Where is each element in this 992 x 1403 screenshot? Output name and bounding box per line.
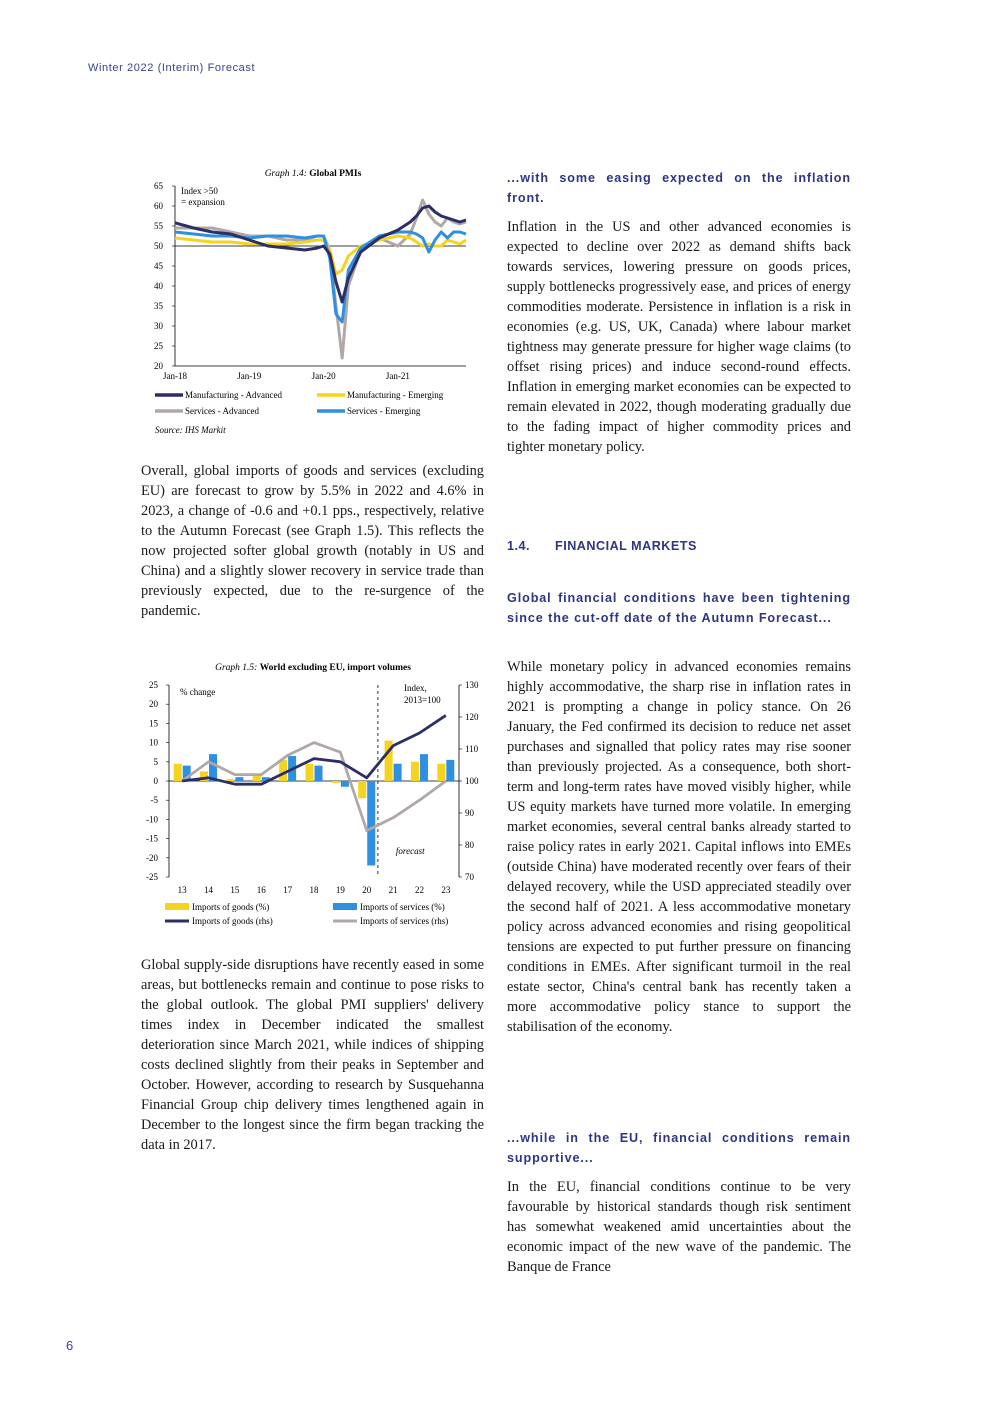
right-paragraph-2: While monetary policy in advanced economies remains highly accommodative, the sharp rise in inflation rates in 2021 is prompting a change in policy stance. On 26 January, the Fed confirmed its decision to reduce net asset purchases and signalled that policy rates may rise sooner than previously projected. As a consequence, both short-term and long-term rates have moved visibly higher, while US equity markets have turned more volatile. In emerging market economies, several central banks already started to raise policy rates in early 2021. Capital inflows into EMEs (outside China) have moderated recently over fears of their delayed recovery, while the USD appreciated steadily over the second half of 2021. A less accommodative monetary policy across advanced economies and rising geopolitical tensions are expected to put further pressure on financing conditions in EMEs. After significant turmoil in the real estate sector, China's central bank has recently taken a more accommodative policy stance to support the stabilisation of the economy. (507, 659, 851, 1035)
graph-1-5-x-tick: 15 (230, 885, 240, 895)
graph-1-5-left-tick: -10 (146, 814, 158, 825)
graph-1-5-right-tick: 70 (465, 872, 474, 882)
graph-1-5-bar-goods (253, 775, 261, 781)
graph-1-5-bar-goods (437, 764, 445, 781)
left-paragraph-1: Overall, global imports of goods and services (excluding EU) are forecast to grow by 5.5% in 2022 and 4.6% in 2023, a change of -0.6 and +0.1 pps., respectively, relative to the Autumn Forecast (see Graph 1.5). This reflects the now projected softer global growth (notably in US and China) and a slightly slower recovery in service trade than previously expected, due to the re-surgence of the pandemic. (141, 463, 484, 619)
graph-1-4-y-tick: 25 (154, 341, 163, 351)
graph-1-5-x-tick: 23 (441, 885, 451, 895)
graph-1-5-bar-services (446, 760, 454, 781)
graph-1-4-x-tick: Jan-21 (385, 371, 410, 381)
graph-1-5-right-tick: 110 (465, 744, 479, 754)
graph-1-4-legend-label: Manufacturing - Emerging (347, 390, 444, 400)
graph-1-5-legend-label: Imports of goods (rhs) (192, 916, 273, 926)
graph-1-5-left-tick: 15 (149, 718, 158, 729)
graph-1-5-bar-goods (279, 760, 287, 781)
graph-1-5-right-tick: 130 (465, 680, 479, 690)
graph-1-5-left-tick: -25 (146, 872, 158, 882)
graph-1-5-left-tick: -15 (146, 833, 158, 844)
graph-1-5-x-tick: 13 (177, 885, 187, 895)
graph-1-5-legend-swatch (165, 903, 189, 910)
graph-1-4-y-tick: 35 (154, 301, 163, 311)
lead-inflation: ...with some easing expected on the inflation front. (507, 171, 851, 205)
graph-1-5-line-goods (182, 715, 446, 784)
graph-1-5-legend-label: Imports of services (rhs) (360, 916, 449, 926)
graph-1-5-left-tick: 25 (149, 680, 158, 690)
graph-1-5-right-tick: 90 (465, 808, 474, 818)
graph-1-5-x-tick: 19 (335, 885, 345, 895)
graph-1-5-right-axis-label: 2013=100 (404, 695, 441, 705)
lead-eu-financial: ...while in the EU, financial conditions remain supportive... (507, 1131, 851, 1165)
graph-1-4-y-tick: 20 (154, 361, 163, 371)
graph-1-4-x-tick: Jan-18 (163, 371, 187, 381)
graph-1-4-series-manufacturing-advanced (175, 206, 466, 302)
lead-global-financial: Global financial conditions have been tightening since the cut-off date of the Autumn Forecast... (507, 591, 851, 625)
graph-1-5-x-tick: 14 (204, 885, 214, 895)
graph-1-5-forecast-label: forecast (395, 846, 425, 856)
graph-1-5-bar-services (394, 764, 402, 781)
graph-1-5-left-tick: 5 (153, 756, 158, 767)
graph-1-5-x-tick: 16 (256, 885, 266, 895)
graph-1-5-bar-goods (174, 764, 182, 781)
graph-1-4-series-services-advanced (175, 200, 466, 358)
graph-1-5-legend-label: Imports of goods (%) (192, 902, 270, 912)
graph-1-5-right-axis-label: Index, (404, 683, 427, 693)
graph-1-4-series-manufacturing-emerging (175, 236, 466, 274)
graph-1-4-x-tick: Jan-19 (237, 371, 262, 381)
section-title: FINANCIAL MARKETS (555, 539, 697, 553)
graph-1-5-left-tick: 10 (149, 737, 158, 748)
graph-1-5-x-tick: 17 (283, 885, 293, 895)
graph-1-5-bar-goods (411, 762, 419, 781)
right-paragraph-3: In the EU, financial conditions continue to be very favourable by historical standards though risk sentiment has somewhat weakened amid uncertainties about the economic impact of the new wave of the pandemic. The Banque de France (507, 1179, 851, 1275)
graph-1-5-right-tick: 120 (465, 712, 479, 722)
graph-1-4-y-tick: 65 (154, 181, 163, 191)
graph-1-5-left-tick: 20 (149, 699, 158, 710)
running-header: Winter 2022 (Interim) Forecast (88, 62, 256, 74)
graph-1-5-left-axis-label: % change (180, 687, 216, 697)
graph-1-5-bar-goods (332, 781, 340, 783)
graph-1-5-bar-services (367, 781, 375, 865)
graph-1-4-y-tick: 60 (154, 201, 163, 211)
right-paragraph-1: Inflation in the US and other advanced economies is expected to decline over 2022 as demand shifts back towards services, lowering pressure on goods prices, supply bottlenecks progressively ease, and prices of energy commodities moderate. Persistence in inflation is a risk in economies (e.g. US, UK, Canada) where labour market tightness may generate pressure for higher wage claims (to offset rising prices) and induce second-round effects. Inflation in emerging market economies can be expected to remain elevated in 2022, though moderating gradually due to the fading impact of higher commodity prices and tighter monetary policy. (507, 219, 851, 455)
graph-1-5-caption: Graph 1.5: World excluding EU, import volumes (215, 663, 411, 673)
graph-1-4-source: Source: IHS Markit (155, 425, 226, 435)
graph-1-4-legend-label: Services - Advanced (185, 406, 259, 416)
graph-1-4-legend-label: Services - Emerging (347, 406, 421, 416)
graph-1-4-caption: Graph 1.4: Global PMIs (264, 169, 362, 179)
graph-1-5-bar-goods (306, 764, 314, 781)
graph-1-5-legend-swatch (333, 903, 357, 910)
graph-1-5-bar-services (235, 777, 243, 781)
graph-1-5-x-tick: 20 (362, 885, 372, 895)
graph-1-5-right-tick: 80 (465, 840, 474, 850)
graph-1-5-legend-label: Imports of services (%) (360, 902, 445, 912)
graph-1-5-x-tick: 18 (309, 885, 319, 895)
graph-1-5-bar-services (315, 766, 323, 781)
graph-1-4-legend-label: Manufacturing - Advanced (185, 390, 282, 400)
page-number: 6 (66, 1338, 74, 1353)
section-heading (507, 539, 851, 553)
graph-1-5-bar-goods (226, 779, 234, 781)
graph-1-4-y-tick: 40 (154, 281, 163, 291)
graph-1-5-left-tick: 0 (153, 776, 158, 786)
section-number: 1.4. (507, 539, 531, 553)
graph-1-5-chart (141, 655, 484, 935)
graph-1-5-right-tick: 100 (465, 776, 479, 786)
graph-1-4-y-tick: 30 (154, 321, 163, 331)
left-paragraph-2: Global supply-side disruptions have recently eased in some areas, but bottlenecks remain and continue to pose risks to the global outlook. The global PMI suppliers' delivery times index in December indicated the smallest deterioration since March 2021, while indices of shipping costs declined slightly from their peaks in September and October. However, according to research by Susquehanna Financial Group chip delivery times lengthened again in December to the longest since the firm began tracking the data in 2017. (141, 957, 484, 1153)
graph-1-4-y-tick: 55 (154, 221, 163, 231)
graph-1-4-x-tick: Jan-20 (311, 371, 336, 381)
graph-1-5-x-tick: 21 (388, 885, 398, 895)
graph-1-4-annotation: = expansion (181, 197, 225, 207)
graph-1-5-left-tick: -5 (150, 795, 158, 806)
graph-1-5-bar-services (341, 781, 349, 787)
graph-1-4-y-tick: 50 (154, 241, 163, 251)
graph-1-4-chart (141, 163, 484, 441)
graph-1-4-y-tick: 45 (154, 261, 163, 271)
graph-1-5-bar-services (420, 754, 428, 781)
graph-1-5-x-tick: 22 (414, 885, 424, 895)
graph-1-5-line-services (182, 743, 446, 831)
graph-1-5-left-tick: -20 (146, 852, 158, 863)
graph-1-5-bar-goods (358, 781, 366, 798)
graph-1-4-annotation: Index >50 (181, 186, 218, 196)
